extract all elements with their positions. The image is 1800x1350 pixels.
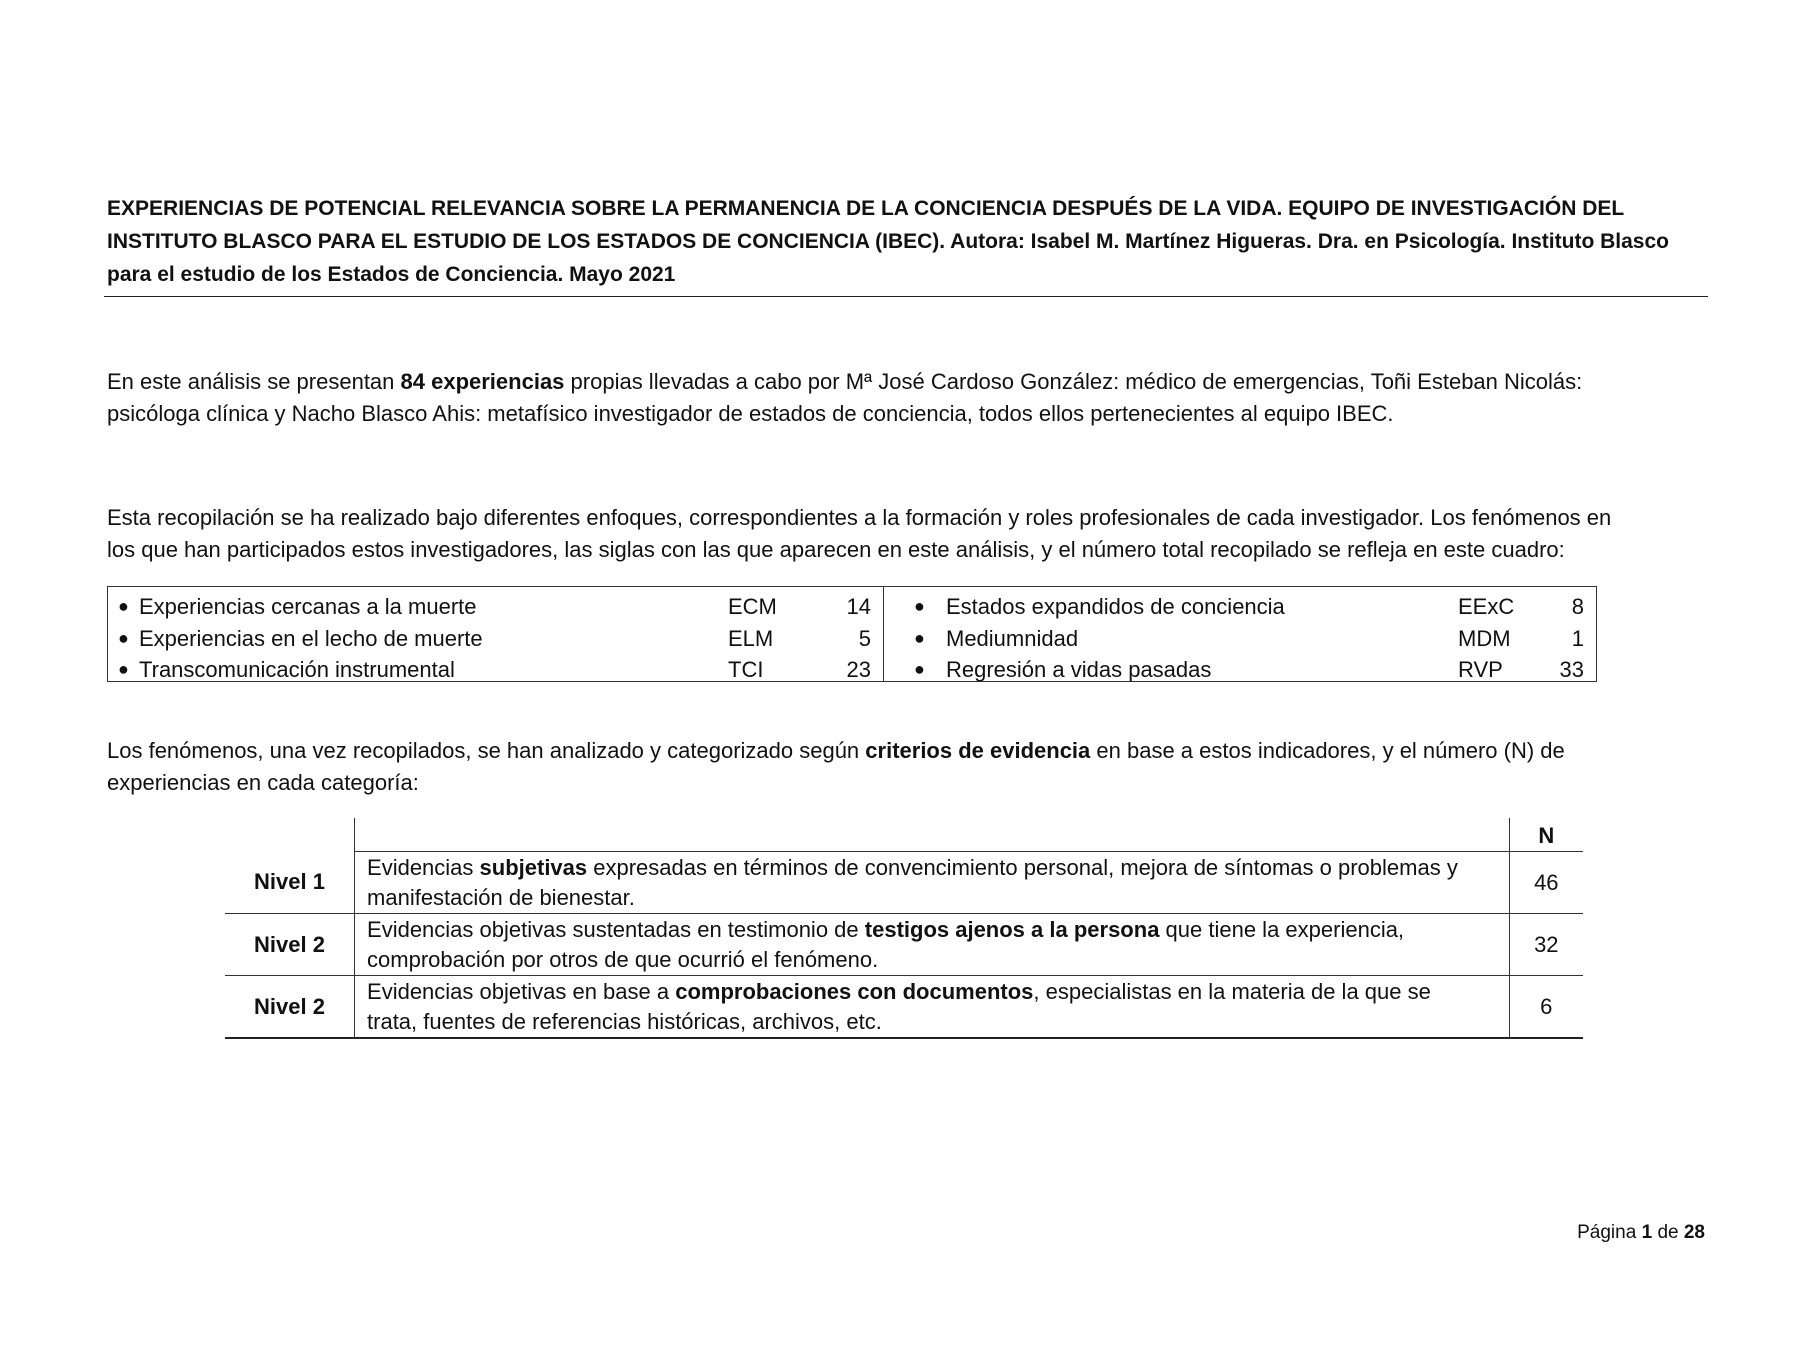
- phenomenon-name: Transcomunicación instrumental: [139, 657, 455, 682]
- phenomenon-name: Estados expandidos de conciencia: [946, 594, 1285, 619]
- criteria-text: Los fenómenos, una vez recopilados, se han analizado y categorizado según: [107, 738, 866, 763]
- phenomenon-row: [884, 591, 1596, 623]
- description-text: trata, fuentes de referencias históricas, archivos, etc.: [367, 1008, 882, 1034]
- intro-text: En este análisis se presentan: [107, 369, 401, 394]
- description-text: Evidencias: [367, 854, 480, 880]
- phenomena-column-right: [884, 587, 1596, 681]
- phenomenon-row: [108, 591, 883, 623]
- phenomenon-row: [108, 654, 883, 686]
- page-current: 1: [1641, 1222, 1653, 1243]
- description-text: Evidencias objetivas sustentadas en testimonio de: [367, 916, 865, 942]
- phenomenon-row: [884, 623, 1596, 655]
- description-text: Evidencias objetivas en base a: [367, 978, 676, 1004]
- evidence-row: [225, 914, 1583, 976]
- title-divider: [104, 296, 1708, 297]
- evidence-description: [355, 852, 1510, 914]
- compilation-text: los que han participados estos investigadores, las siglas con las que aparecen en este análisis, y el número total recopilado se refleja en este cuadro:: [107, 537, 1565, 562]
- evidence-count: 46: [1509, 852, 1583, 914]
- phenomenon-row: [884, 654, 1596, 686]
- page-number: [1577, 1220, 1705, 1246]
- bullet-icon: ●: [118, 596, 129, 616]
- phenomenon-count: 14: [846, 594, 871, 619]
- header-cell-empty: [225, 818, 355, 852]
- phenomenon-count: 33: [1559, 657, 1584, 682]
- phenomenon-name: Regresión a vidas pasadas: [946, 657, 1212, 682]
- evidence-description: [355, 914, 1510, 976]
- description-text: , especialistas en la materia de la que se: [1033, 978, 1431, 1004]
- phenomenon-abbr: RVP: [1458, 657, 1503, 682]
- phenomenon-count: 1: [1571, 625, 1584, 651]
- bullet-icon: ●: [914, 596, 925, 616]
- title-line: EXPERIENCIAS DE POTENCIAL RELEVANCIA SOBRE LA PERMANENCIA DE LA CONCIENCIA DESPUÉS DE LA VIDA. EQUIPO DE INVESTIGACIÓN DEL: [107, 197, 1625, 220]
- phenomenon-abbr: MDM: [1458, 625, 1511, 651]
- phenomenon-name: Mediumnidad: [946, 625, 1079, 651]
- evidence-count: 6: [1509, 976, 1583, 1039]
- page-label: Página: [1577, 1222, 1637, 1243]
- title-line: para el estudio de los Estados de Conciencia. Mayo 2021: [107, 263, 676, 286]
- description-text: manifestación de bienestar.: [367, 884, 635, 910]
- bullet-icon: ●: [914, 627, 925, 648]
- phenomenon-count: 23: [846, 657, 871, 682]
- phenomenon-abbr: ECM: [728, 594, 777, 619]
- header-cell-empty: [355, 818, 1510, 852]
- evidence-level: Nivel 1: [225, 852, 355, 914]
- evidence-row: [225, 976, 1583, 1039]
- evidence-level: Nivel 2: [225, 914, 355, 976]
- criteria-text: en base a estos indicadores, y el número (N) de: [1090, 738, 1565, 763]
- intro-paragraph: [107, 366, 1707, 430]
- document-title: [107, 192, 1707, 291]
- description-text: comprobación por otros de que ocurrió el fenómeno.: [367, 946, 879, 972]
- phenomenon-abbr: ELM: [728, 625, 774, 651]
- description-highlight: testigos ajenos a la persona: [864, 916, 1160, 942]
- phenomenon-row: [108, 623, 883, 655]
- description-text: expresadas en términos de convencimiento personal, mejora de síntomas o problemas y: [587, 854, 1458, 880]
- description-highlight: comprobaciones con documentos: [675, 978, 1034, 1004]
- phenomena-table: [107, 586, 1597, 682]
- evidence-header-row: [225, 818, 1583, 852]
- description-text: que tiene la experiencia,: [1159, 916, 1405, 942]
- page-total: 28: [1683, 1222, 1705, 1243]
- intro-highlight: 84 experiencias: [400, 369, 565, 394]
- phenomena-column-left: [108, 587, 884, 681]
- title-line: INSTITUTO BLASCO PARA EL ESTUDIO DE LOS ESTADOS DE CONCIENCIA (IBEC). Autora: Isabel M. Martínez Higueras. Dra. en Psicología. Instituto Blasco: [107, 230, 1669, 253]
- phenomenon-count: 8: [1571, 594, 1584, 619]
- intro-text: propias llevadas a cabo por Mª José Cardoso González: médico de emergencias, Toñi Esteban Nicolás:: [564, 369, 1583, 394]
- bullet-icon: ●: [118, 627, 129, 648]
- evidence-level: Nivel 2: [225, 976, 355, 1039]
- criteria-text: experiencias en cada categoría:: [107, 770, 419, 795]
- bullet-icon: ●: [914, 659, 925, 679]
- evidence-row: [225, 852, 1583, 914]
- header-cell-n: N: [1509, 818, 1583, 852]
- phenomenon-abbr: EExC: [1458, 594, 1515, 619]
- bullet-icon: ●: [118, 659, 129, 679]
- page-of: de: [1657, 1222, 1679, 1243]
- phenomenon-name: Experiencias cercanas a la muerte: [139, 594, 477, 619]
- evidence-count: 32: [1509, 914, 1583, 976]
- intro-text: psicóloga clínica y Nacho Blasco Ahis: metafísico investigador de estados de conciencia, todos ellos pertenecientes al equipo IBEC.: [107, 401, 1394, 426]
- criteria-highlight: criterios de evidencia: [865, 738, 1091, 763]
- phenomenon-abbr: TCI: [728, 657, 764, 682]
- criteria-paragraph: [107, 735, 1707, 799]
- compilation-text: Esta recopilación se ha realizado bajo diferentes enfoques, correspondientes a la formación y roles profesionales de cada investigador. Los fenómenos en: [107, 505, 1612, 530]
- compilation-paragraph: [107, 502, 1707, 566]
- description-highlight: subjetivas: [479, 854, 588, 880]
- phenomenon-name: Experiencias en el lecho de muerte: [139, 625, 483, 651]
- evidence-table: [225, 818, 1583, 1039]
- evidence-description: [355, 976, 1510, 1039]
- phenomenon-count: 5: [858, 625, 871, 651]
